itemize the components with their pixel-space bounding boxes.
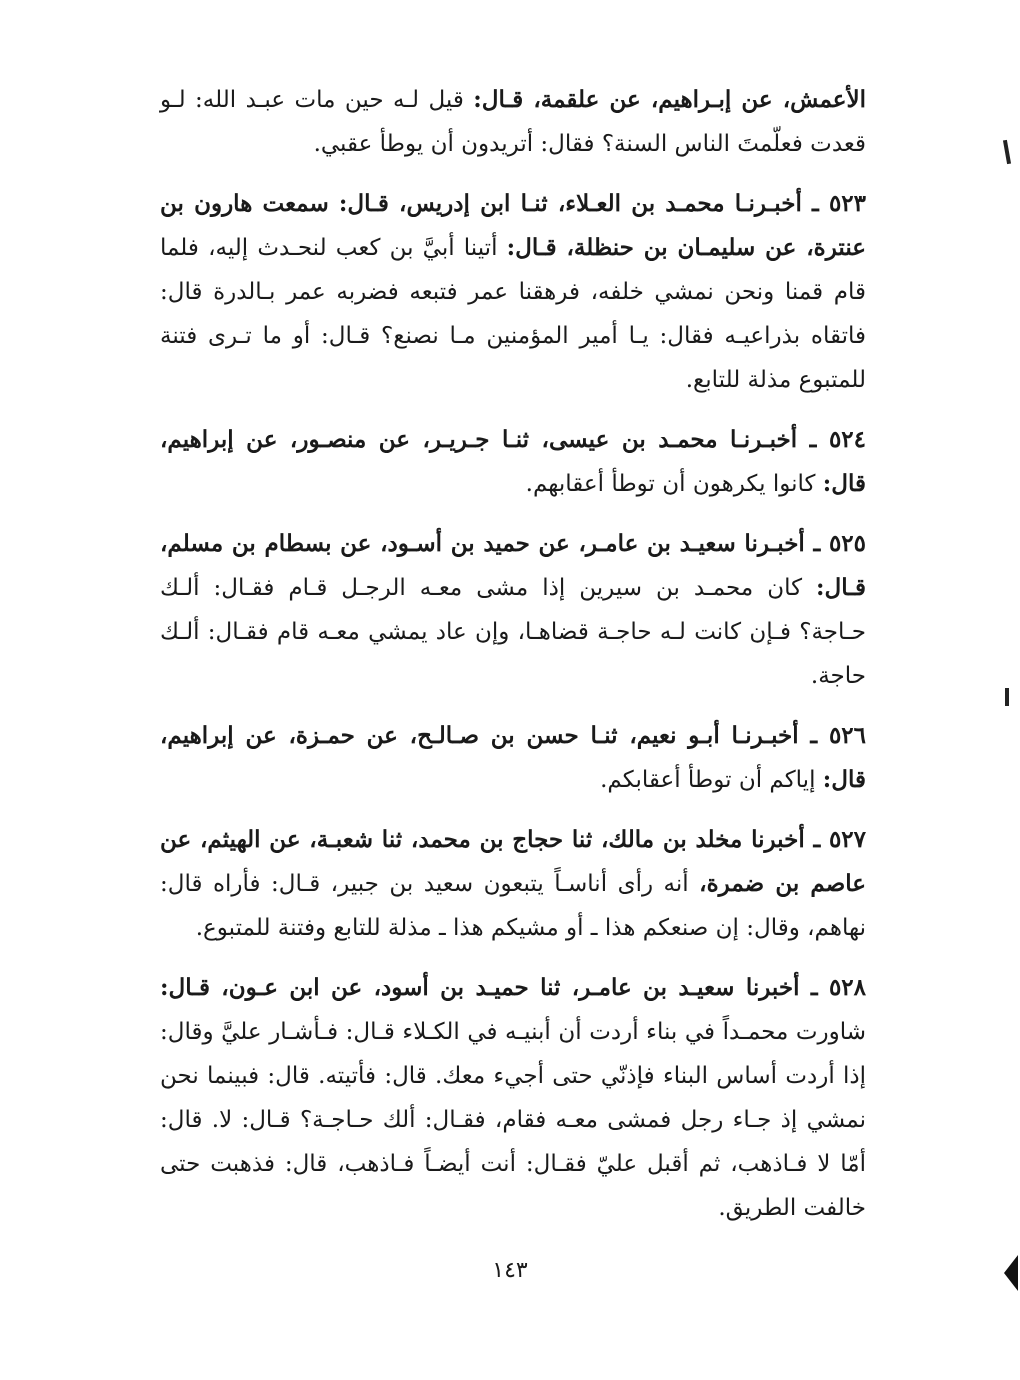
paragraph-524 [160,418,866,506]
paragraph-525 [160,522,866,698]
paragraph-text: قيل لـه حين مات عبـد الله: لـو قعدت فعلّمتَ الناس السنة؟ فقال: أتريدون أن يوطأ عقبي. [160,87,866,157]
paragraph-text: شاورت محمـداً في بناء أردت أن أبنيـه في الكـلاء قـال: فـأشـار عليَّ وقال: إذا أردت أساس البناء فإذنّي حتى أجيء معك. قال: فأتيته. قال: فبينما نحن نمشي إذ جـاء رجل فمشى معـه فقام، فقـال: ألك حـاجـة؟ قـال: لا. قال: أمّا لا فـاذهب، ثم أقبل عليّ فقـال: أنت أيضـاً فـاذهب، قال: فذهبت حتى خالفت الطريق. [160,1019,866,1221]
paragraph-lead: ٥٢٦ ـ أخبـرنـا أبـو نعيم، ثنـا حسن بن صـالـح، عن حمـزة، عن إبراهيم، قال: [160,722,866,793]
scan-edge-mark [1003,140,1011,164]
paragraph-text: إياكم أن توطأ أعقابكم. [600,767,823,793]
page-body [160,78,866,1246]
paragraph-continuation [160,78,866,166]
paragraph-text: كان محمـد بن سيرين إذا مشى معـه الرجـل قـام فقـال: ألـك حـاجة؟ فـإن كانت لـه حاجـة قضاهـا، وإن عاد يمشي معـه قام فقـال: ألـك حاجة. [160,575,866,689]
page-number: ١٤٣ [492,1258,528,1283]
paragraph-lead: الأعمش، عن إبـراهيم، عن علقمة، قـال: [473,86,866,113]
paragraph-528 [160,966,866,1230]
paragraph-lead: ٥٢٥ ـ أخبـرنا سعيـد بن عامـر، عن حميد بن أسـود، عن بسطام بن مسلم، قـال: [160,530,866,601]
paragraph-text: أنه رأى أناسـاً يتبعون سعيد بن جبير، قـال: فأراه قال: نهاهم، وقال: إن صنعكم هذا ـ أو مشيكم هذا ـ مذلة للتابع وفتنة للمتبوع. [160,871,866,941]
scan-edge-triangle-mark [1004,1255,1018,1291]
paragraph-526 [160,714,866,802]
paragraph-lead: ٥٢٨ ـ أخبرنا سعيـد بن عامـر، ثنا حميـد بن أسود، عن ابن عـون، قـال: [160,974,866,1001]
paragraph-523 [160,182,866,402]
paragraph-527 [160,818,866,950]
paragraph-lead: ٥٢٣ ـ أخبـرنـا محمـد بن العـلاء، ثنـا ابن إدريس، قـال: سمعت هارون بن عنترة، عن سليمـان بن حنظلة، قـال: [160,190,867,261]
paragraph-lead: ٥٢٧ ـ أخبرنا مخلد بن مالك، ثنا حجاج بن محمد، ثنا شعبـة، عن الهيثم، عن عاصم بن ضمرة، [160,826,867,897]
paragraph-text: كانوا يكرهون أن توطأ أعقابهم. [525,471,823,497]
scan-edge-mark [1005,688,1009,706]
paragraph-text: أتينا أبيَّ بن كعب لنحـدث إليه، فلما قام قمنا ونحن نمشي خلفه، فرهقنا عمر فتبعه فضربه عمر بـالدرة قال: فاتقاه بذراعيـه فقال: يـا أمير المؤمنين مـا نصنع؟ قـال: أو ما تـرى فتنة للمتبوع مذلة للتابع. [160,235,866,393]
paragraph-lead: ٥٢٤ ـ أخبـرنـا محمـد بن عيسى، ثنـا جـريـر، عن منصـور، عن إبراهيم، قال: [160,426,866,497]
